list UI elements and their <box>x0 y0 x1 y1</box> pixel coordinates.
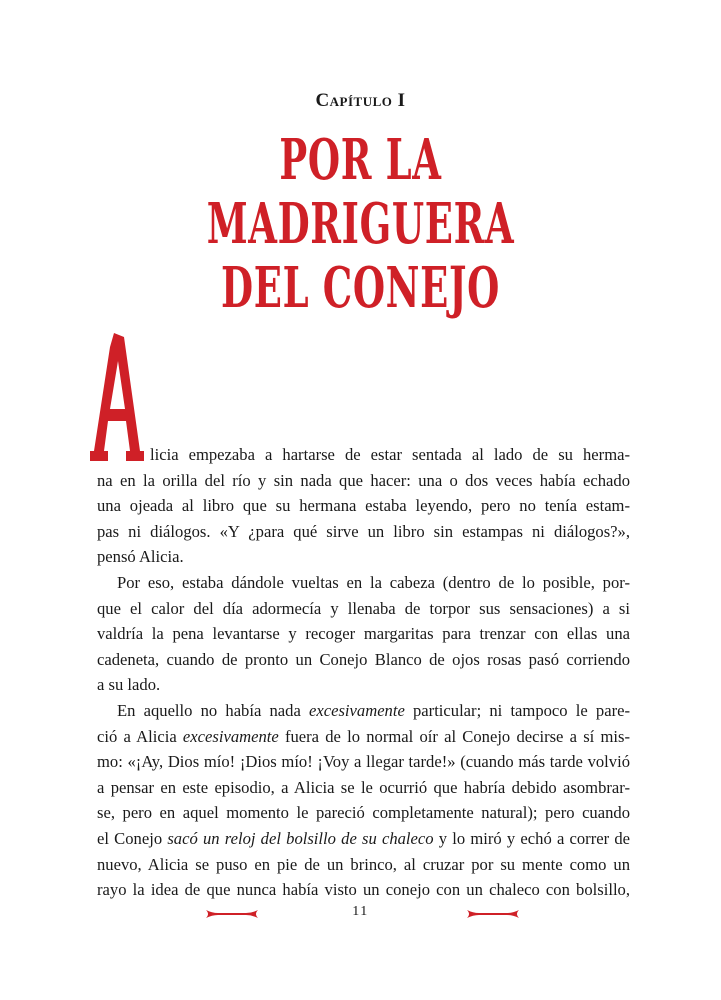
paragraph-3-line-3: mo: «¡Ay, Dios mío! ¡Dios mío! ¡Voy a llegar tarde!» (cuando más tarde volvió <box>97 752 630 772</box>
paragraph-1-line-5: pensó Alicia. <box>97 547 184 567</box>
p3-l6-italic: sacó un reloj del bolsillo de su chaleco <box>167 828 434 848</box>
paragraph-3-line-1 <box>97 698 630 724</box>
p3-l1-text-a: En aquello no había nada <box>117 700 310 720</box>
p3-l6-text-b: y lo miró y echó a correr de <box>433 828 630 848</box>
paragraph-3-line-2 <box>97 724 630 750</box>
paragraph-3-line-5: se, pero en aquel momento le pareció completamente natural); pero cuando <box>97 803 630 823</box>
paragraph-2-line-1: Por eso, estaba dándole vueltas en la cabeza (dentro de lo posible, por- <box>117 572 630 592</box>
p3-l2-italic: excesivamente <box>182 726 279 746</box>
body-text <box>97 442 630 903</box>
paragraph-1-line-4: pas ni diálogos. «Y ¿para qué sirve un libro sin estampas ni diálogos?», <box>97 521 630 541</box>
p3-l2-text-a: ció a Alicia <box>97 726 183 746</box>
p3-l6-text-a: el Conejo <box>97 828 168 848</box>
chapter-title-line-2: DEL CONEJO <box>221 255 500 321</box>
paragraph-3-line-4: a pensar en este episodio, a Alicia se le ocurrió que habría debido asombrar- <box>97 777 630 797</box>
paragraph-1-line-1: licia empezaba a hartarse de estar sentada al lado de su herma- <box>150 445 630 464</box>
paragraph-2-line-2: que el calor del día adormecía y llenaba de torpor sus sensaciones) a si <box>97 598 630 618</box>
right-ornament-icon <box>467 910 519 918</box>
chapter-label: Capítulo I <box>315 90 406 111</box>
drop-cap-text: A <box>90 333 91 334</box>
p3-l2-text-b: fuera de lo normal oír al Conejo decirse a sí mis- <box>278 726 630 746</box>
paragraph-3-line-7: nuevo, Alicia se puso en pie de un brinco, al cruzar por su mente como un <box>97 854 630 874</box>
paragraph-2-line-5: a su lado. <box>97 675 161 695</box>
p3-l1-italic: excesivamente <box>309 700 405 720</box>
chapter-title-line-1: POR LA MADRIGUERA <box>206 127 515 257</box>
paragraph-2-line-4: cadeneta, cuando de pronto un Conejo Blanco de ojos rosas pasó corriendo <box>97 649 630 669</box>
page-footer <box>0 904 721 924</box>
paragraph-2-line-3: valdría la pena levantarse y recoger margaritas para trenzar con ellas una <box>97 624 630 644</box>
page-number: 11 <box>352 904 369 919</box>
paragraph-1-line-3: una ojeada al libro que su hermana estaba leyendo, pero no tenía estam- <box>97 496 630 516</box>
p3-l1-text-b: particular; ni tampoco le pare- <box>404 700 630 720</box>
paragraph-1-line-2: na en la orilla del río y sin nada que hacer: una o dos veces había echado <box>97 470 630 490</box>
paragraph-3-line-6 <box>97 826 630 852</box>
paragraph-3-line-8: rayo la idea de que nunca había visto un conejo con un chaleco con bolsillo, <box>97 880 630 900</box>
chapter-title <box>123 128 599 320</box>
